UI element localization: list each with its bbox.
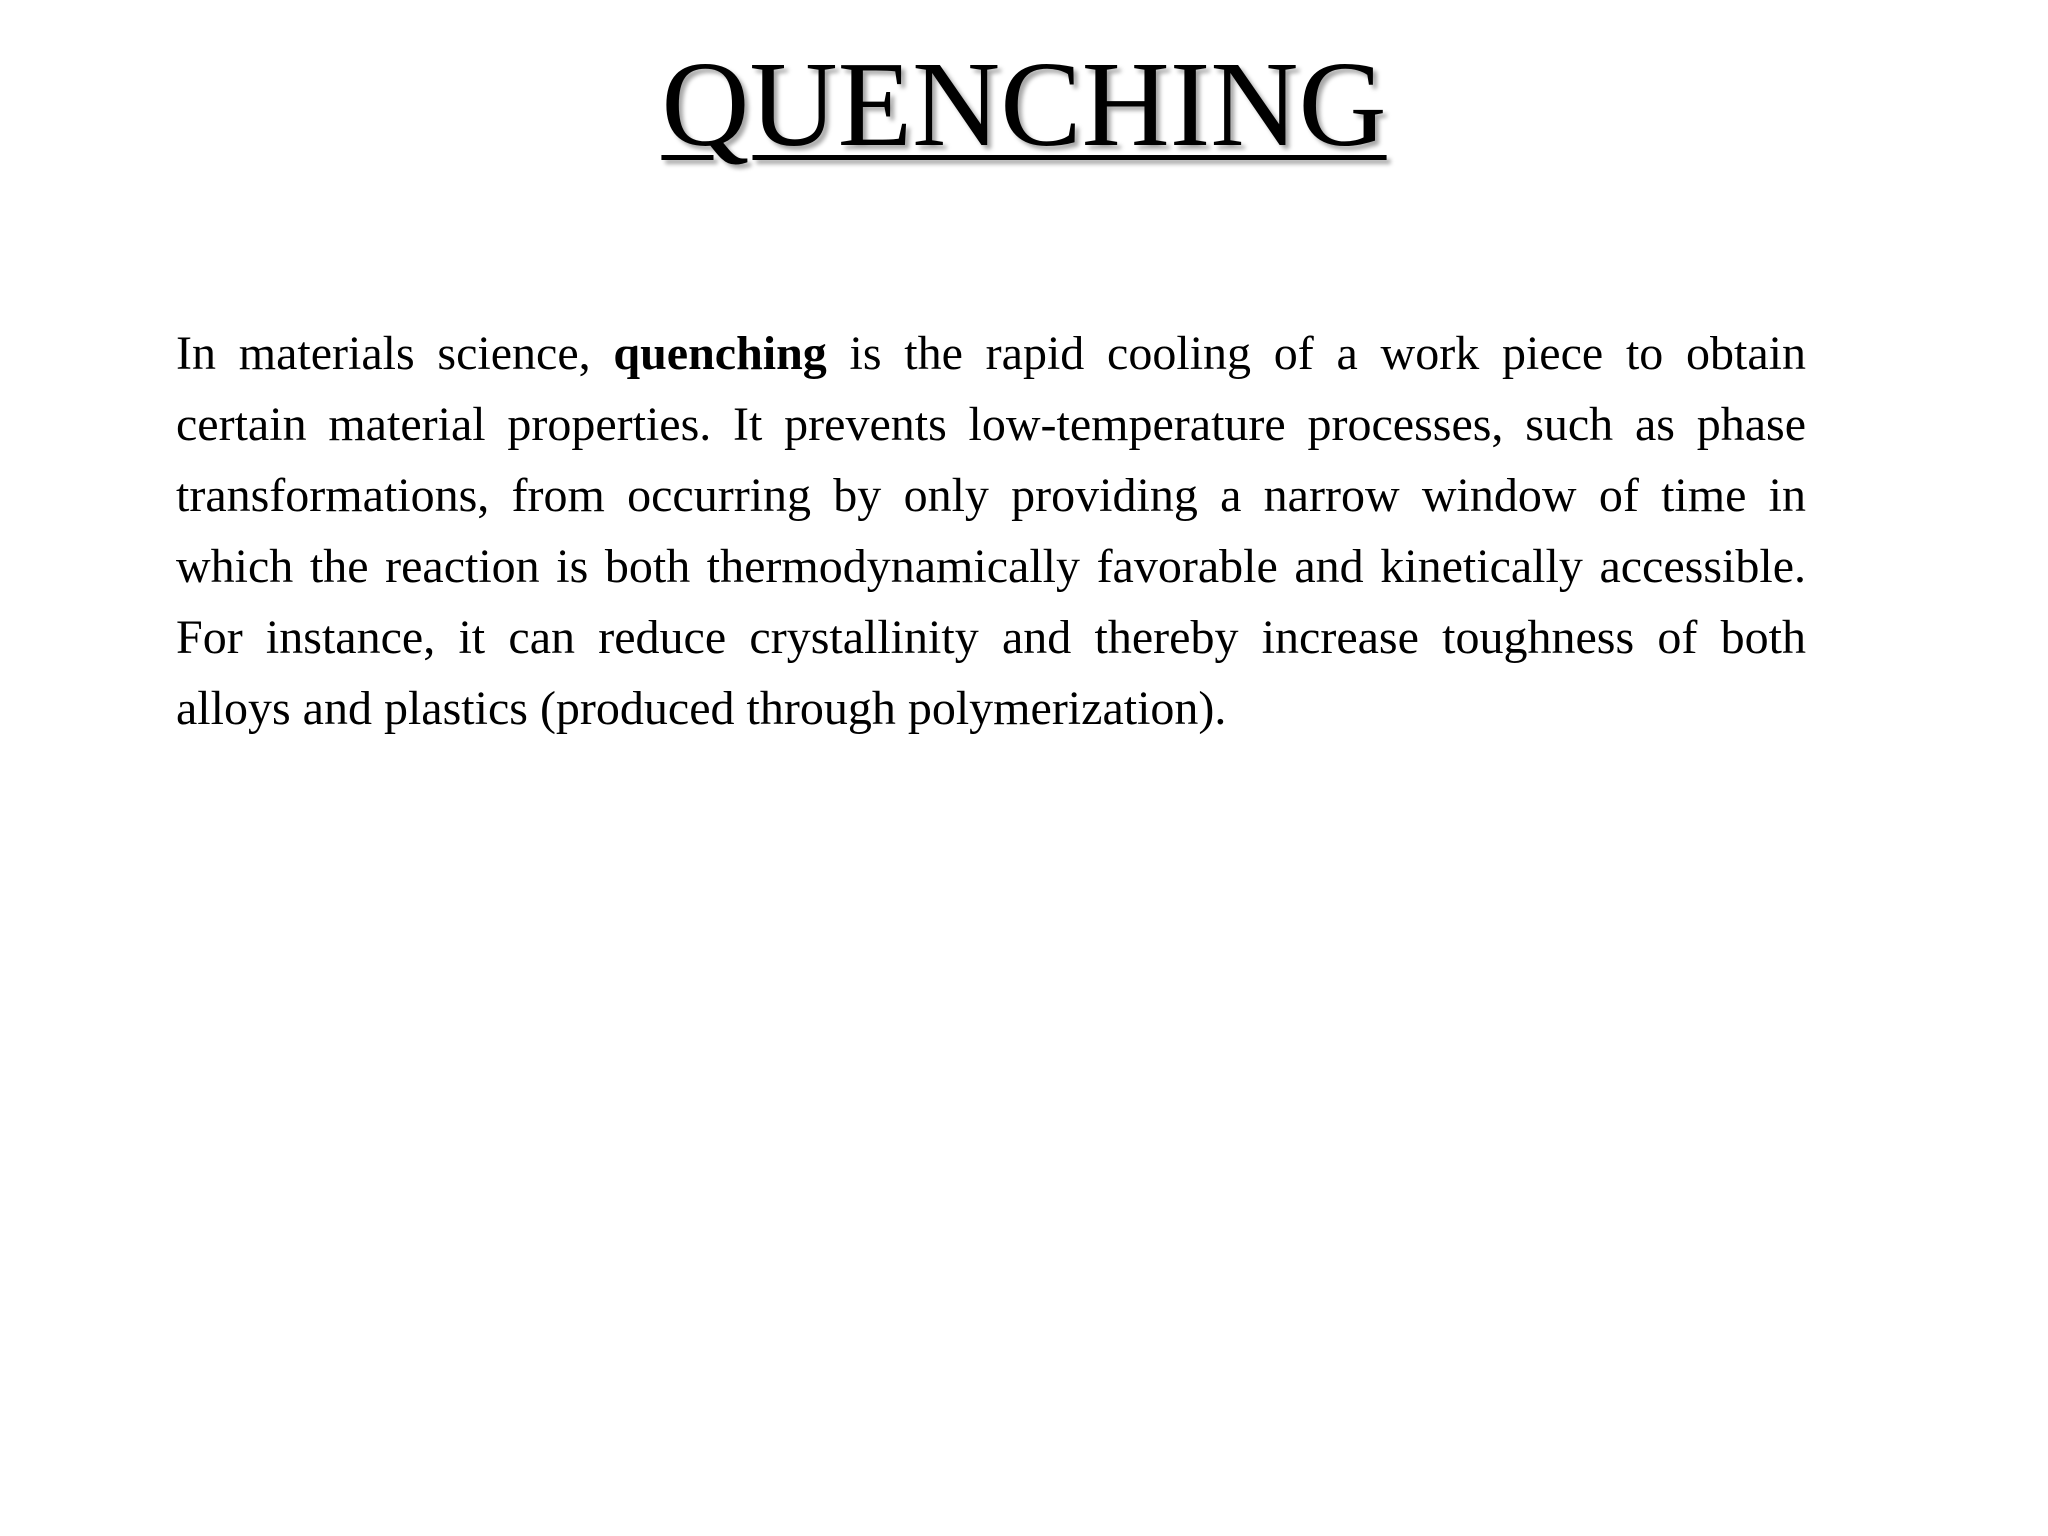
definition-paragraph — [176, 318, 1806, 744]
slide-title: QUENCHING — [661, 37, 1387, 172]
paragraph-term: quenching — [613, 327, 827, 380]
paragraph-intro: In materials science, — [176, 327, 614, 380]
paragraph-rest: is the rapid cooling of a work piece to obtain certain material properties. It prevents low-temperature processes, such as phase transformations, from occurring by only providing a narrow window of time in which the reaction is both thermodynamically favorable and kinetically accessible. For instance, it can reduce crystallinity and thereby increase toughness of both alloys and plastics (produced through polymerization). — [176, 327, 1806, 735]
